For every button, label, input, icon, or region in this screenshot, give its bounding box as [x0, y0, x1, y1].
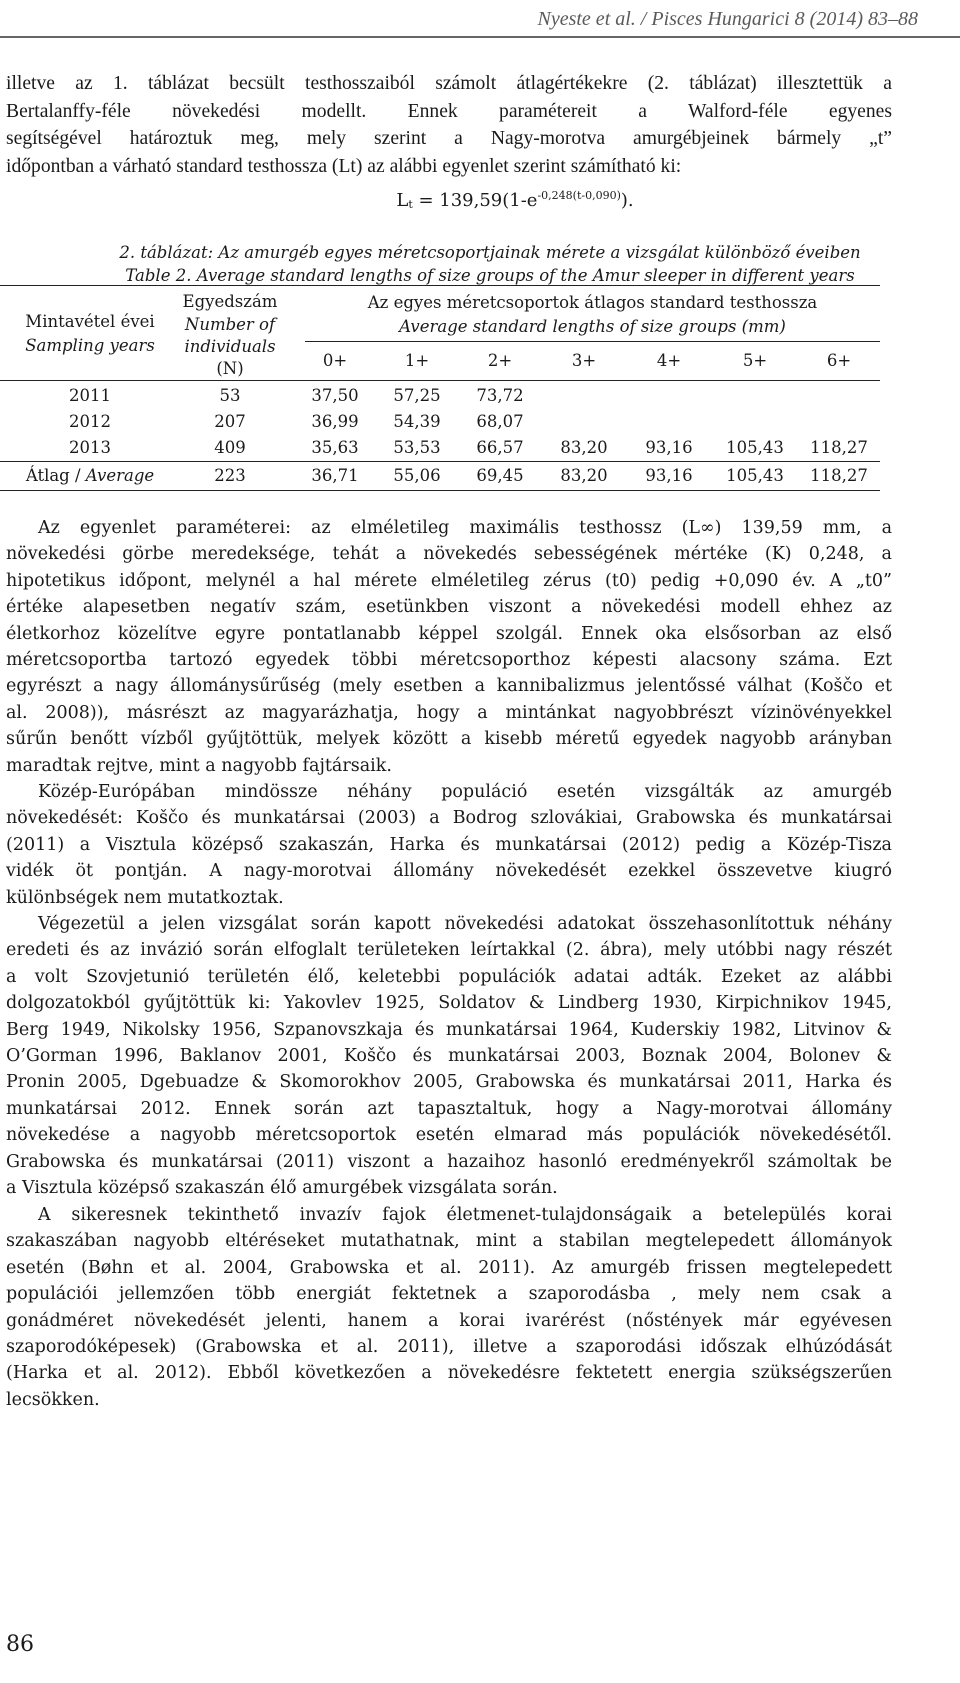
table-cell-year: 2012	[69, 412, 111, 431]
equation-lhs-sub: t	[408, 198, 413, 211]
text-line: sűrűn benőtt vízből gyűjtöttük, melyek között a kisebb méretű egyedek nagyobb arányban	[6, 729, 892, 750]
col-header-count-n: (N)	[216, 359, 244, 378]
table-top-rule	[0, 285, 880, 286]
text-line: munkatársai 2012. Ennek során azt tapasztaltuk, hogy a Nagy-morotvai állomány	[6, 1098, 892, 1119]
col-header-sampling-hu: Mintavétel évei	[25, 312, 155, 331]
text-line: (2011) a Visztula középső szakaszán, Harka és munkatársai (2012) pedig a Közép-Tisza	[6, 834, 892, 855]
equation-rhs: = 139,59(1-e	[412, 190, 538, 211]
table-header-rule	[0, 380, 880, 381]
text-line: Bertalanffy-féle növekedési modellt. Ennek paramétereit a Walford-féle egyenes	[6, 100, 892, 122]
table-cell-value: 37,50	[311, 386, 359, 405]
text-line: szaporodóképesek) (Grabowska et al. 2011), illetve a szaporodási időszak elhúzódását	[6, 1337, 892, 1358]
paragraph	[6, 779, 892, 911]
text-line: hipotetikus időpont, melynél a hal mérete elméletileg zérus (t0) pedig +0,090 év. A „t0”	[6, 570, 892, 591]
table-cell-value: 118,27	[810, 438, 868, 457]
table-cell-value: 105,43	[726, 466, 784, 485]
equation-exponent: -0,248(t-0,090)	[537, 189, 621, 202]
text-line: al. 2008)), másrészt az magyarázhatja, hogy a mintánkat nagyobbrészt vízinövényekkel	[6, 702, 892, 723]
table-cell-value: 68,07	[476, 412, 524, 431]
text-line: maradtak rejtve, mint a nagyobb fajtársaik.	[6, 755, 392, 776]
text-line: segítségével határoztuk meg, mely szerint a Nagy-morotva amurgébjeinek bármely „t”	[6, 128, 892, 149]
table-cell-value: 69,45	[476, 466, 524, 485]
table-cell-value: 93,16	[645, 466, 693, 485]
table-group-rule	[305, 341, 880, 342]
table-cell-value: 53,53	[393, 438, 441, 457]
group-header-en: Average standard lengths of size groups (mm)	[399, 317, 786, 336]
text-line: (Harka et al. 2012). Ebből következően a növekedésre fektetett energia szükségszerűen	[6, 1363, 892, 1384]
paragraph	[6, 1202, 892, 1413]
table-caption-en: Table 2. Average standard lengths of size groups of the Amur sleeper in different years	[125, 266, 855, 285]
text-line: időpontban a várható standard testhossza (Lt) az alábbi egyenlet szerint számítható ki:	[6, 155, 682, 177]
text-line: egyrészt a nagy állománysűrűség (mely esetben a kannibalizmus jelentőssé válhat (Koščo et	[6, 676, 892, 697]
text-line: a Visztula középső szakaszán élő amurgébek vizsgálata során.	[6, 1178, 558, 1199]
average-label-hu: Átlag /	[25, 466, 86, 485]
text-line: gonádméret növekedését jelenti, hanem a korai ivarérést (nőstények már egyévesen	[6, 1310, 892, 1331]
size-group-header: 0+	[322, 351, 348, 370]
text-line: lecsökken.	[6, 1389, 100, 1410]
text-line: esetén (Bøhn et al. 2004, Grabowska et al. 2011). Az amurgéb frissen megtelepedett	[6, 1257, 892, 1278]
table-cell-value: 73,72	[476, 386, 524, 405]
intro-paragraph	[6, 70, 892, 180]
equation-end: ).	[620, 190, 634, 211]
table-cell-n: 207	[214, 412, 246, 431]
table-cell-n: 223	[214, 466, 246, 485]
text-line: Berg 1949, Nikolsky 1956, Szpanovszkaja és munkatársai 1964, Kuderskiy 1982, Litvinov &	[6, 1019, 892, 1040]
paragraph	[6, 515, 892, 779]
text-line: Az egyenlet paraméterei: az elméletileg maximális testhossz (L∞) 139,59 mm, a	[38, 518, 892, 538]
table-cell-n: 53	[219, 386, 241, 405]
col-header-count-en1: Number of	[184, 315, 276, 334]
text-line: vidék öt pontján. A nagy-morotvai állomány növekedését ezekkel összevetve kiugró	[6, 861, 892, 882]
text-line: dolgozatokból gyűjtöttük ki: Yakovlev 1925, Soldatov & Lindberg 1930, Kirpichnikov 1945,	[6, 993, 892, 1014]
size-group-header: 6+	[826, 351, 852, 370]
table-cell-value: 66,57	[476, 438, 524, 457]
header-rule	[0, 36, 960, 38]
table-cell-value: 36,99	[311, 412, 359, 431]
text-line: növekedését: Koščo és munkatársai (2003) a Bodrog szlovákiai, Grabowska és munkatársai	[6, 808, 892, 829]
running-header: Nyeste et al. / Pisces Hungarici 8 (2014) 83–88	[537, 8, 918, 30]
text-line: életkorhoz közelítve egyre pontatlanabb képpel szolgál. Ennek oka elsősorban az első	[6, 623, 892, 644]
text-line: A sikeresnek tekinthető invazív fajok életmenet-tulajdonságaik a betelepülés korai	[38, 1205, 892, 1225]
table-cell-year: 2013	[69, 438, 111, 457]
text-line: növekedése a nagyobb méretcsoportok esetén elmarad más populációk növekedésétől.	[6, 1125, 892, 1146]
text-line: O’Gorman 1996, Baklanov 2001, Koščo és munkatársai 2003, Boznak 2004, Bolonev &	[6, 1046, 892, 1067]
table-avg-rule	[0, 461, 880, 462]
table-cell-value: 118,27	[810, 466, 868, 485]
table-cell-value: 105,43	[726, 438, 784, 457]
table-cell-n: 409	[214, 438, 246, 457]
col-header-sampling-en: Sampling years	[25, 336, 155, 355]
table-cell-value: 83,20	[560, 438, 608, 457]
table-cell-value: 57,25	[393, 386, 441, 405]
average-label-en: Average	[85, 466, 155, 485]
text-line: értéke alapesetben negatív szám, esetünkben viszont a növekedési modell ehhez az	[6, 597, 892, 618]
text-line: eredeti és az invázió során elfoglalt területeken leírtakkal (2. ábra), mely utóbbi nagy részét	[6, 940, 892, 961]
col-header-count-en2: individuals	[184, 337, 276, 356]
table-caption-hu: 2. táblázat: Az amurgéb egyes méretcsoportjainak mérete a vizsgálat különböző éveiben	[119, 243, 861, 262]
growth-equation	[0, 189, 960, 211]
table-cell-value: 93,16	[645, 438, 693, 457]
page-number: 86	[6, 1632, 34, 1657]
table-cell-value: 55,06	[393, 466, 441, 485]
group-header-hu: Az egyes méretcsoportok átlagos standard testhossza	[367, 293, 818, 312]
col-header-count-hu: Egyedszám	[182, 292, 278, 311]
table-bottom-rule	[0, 490, 880, 491]
text-line: Pronin 2005, Dgebuadze & Skomorokhov 2005, Grabowska és munkatársai 2011, Harka és	[6, 1072, 892, 1093]
size-group-header: 2+	[487, 351, 513, 370]
text-line: populációi jellemzően több energiát fektetnek a szaporodásba , mely nem csak a	[6, 1284, 892, 1305]
paragraph	[6, 911, 892, 1201]
text-line: szakaszában nagyobb eltéréseket mutathatnak, mint a stabilan megtelepedett állományok	[6, 1231, 892, 1252]
size-group-header: 1+	[404, 351, 430, 370]
table-cell-value: 54,39	[393, 412, 441, 431]
equation-lhs: L	[396, 190, 409, 211]
text-line: méretcsoportba tartozó egyedek többi méretcsoporthoz képesti alacsony száma. Ezt	[6, 650, 892, 671]
table-cell-value: 35,63	[311, 438, 359, 457]
table-cell-value: 36,71	[311, 466, 359, 485]
size-group-header: 3+	[571, 351, 597, 370]
table-cell-average-label	[0, 465, 180, 487]
text-line: a volt Szovjetunió területén élő, keletebbi populációk adatai adták. Ezeket az alábbi	[6, 966, 892, 987]
size-group-header: 5+	[742, 351, 768, 370]
table-cell-value: 83,20	[560, 466, 608, 485]
text-line: különbségek nem mutatkoztak.	[6, 887, 284, 908]
text-line: Grabowska és munkatársai (2011) viszont a hazaihoz hasonló eredményekről számoltak be	[6, 1151, 892, 1172]
text-line: illetve az 1. táblázat becsült testhosszaiból számolt átlagértékekre (2. táblázat) illesztettük a	[6, 73, 892, 94]
text-line: Végezetül a jelen vizsgálat során kapott növekedési adatokat összehasonlítottuk néhány	[38, 914, 892, 934]
text-line: Közép-Európában mindössze néhány populáció esetén vizsgálták az amurgéb	[38, 782, 892, 802]
size-group-header: 4+	[656, 351, 682, 370]
text-line: növekedési görbe meredeksége, tehát a növekedés sebességének mértéke (K) 0,248, a	[6, 544, 892, 565]
table-cell-year: 2011	[69, 386, 111, 405]
